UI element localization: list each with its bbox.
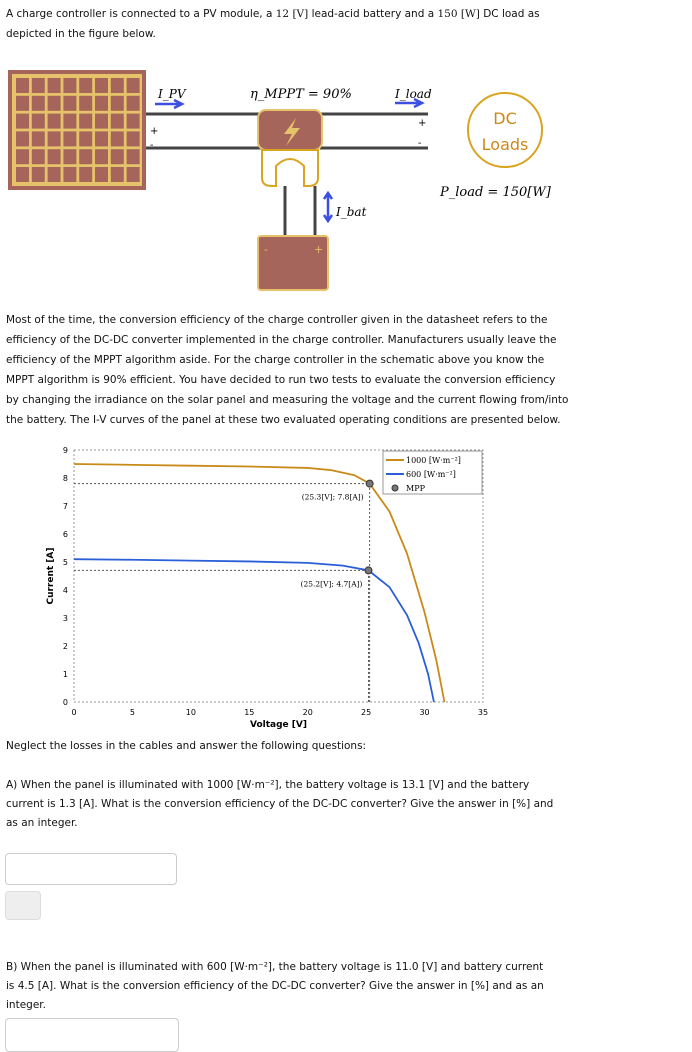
mpp-point	[365, 567, 372, 574]
x-tick-label: 5	[129, 708, 135, 717]
question-b-line: is 4.5 [A]. What is the conversion efficiency of the DC-DC converter? Give the answer in [%] and as an	[6, 980, 544, 992]
solar-panel-icon	[8, 70, 146, 190]
intro-text-1: A charge controller is connected to a PV module, a	[6, 8, 276, 20]
legend-mpp-marker	[392, 485, 398, 491]
mpp-label: (25.3[V]; 7.8[A])	[301, 492, 364, 502]
iload-label: I_load	[395, 87, 432, 101]
paragraph-line: efficiency of the DC-DC converter implemented in the charge controller. Manufacturers usually leave the	[6, 334, 557, 346]
intro-text-2: lead-acid battery and a	[308, 8, 438, 20]
question-b-line: B) When the panel is illuminated with 600 [W·m⁻²], the battery voltage is 11.0 [V] and battery current	[6, 961, 544, 973]
x-tick-label: 35	[477, 708, 489, 717]
legend-label-1: 600 [W·m⁻²]	[406, 470, 456, 479]
question-a	[6, 776, 690, 833]
paragraph-line: efficiency of the MPPT algorithm aside. For the charge controller in the schematic above you know the	[6, 354, 545, 366]
intro-text-3: DC load as	[479, 8, 540, 20]
answer-a-input[interactable]	[5, 853, 177, 885]
y-tick-label: 5	[62, 558, 68, 567]
neglect-text: Neglect the losses in the cables and answer the following questions:	[6, 740, 367, 752]
power-value: 150 [W]	[437, 8, 480, 20]
pv-plus: +	[150, 126, 159, 137]
x-axis-label: Voltage [V]	[250, 720, 307, 730]
question-a-line: current is 1.3 [A]. What is the conversion efficiency of the DC-DC converter? Give the answer in [%] and	[6, 798, 554, 810]
arrow-updown-icon	[324, 193, 332, 221]
load-label-1: DC	[493, 109, 517, 128]
pload-label: P_load = 150[W]	[440, 185, 551, 200]
question-b-line: integer.	[6, 999, 46, 1011]
y-tick-label: 2	[62, 642, 68, 651]
pv-minus: -	[150, 140, 154, 151]
paragraph-line: the battery. The I-V curves of the panel at these two evaluated operating conditions are presented below.	[6, 414, 561, 426]
answer-b-input[interactable]	[5, 1018, 179, 1052]
battery-plus: +	[314, 243, 324, 256]
mpp-point	[366, 480, 373, 487]
paragraph-line: Most of the time, the conversion efficiency of the charge controller given in the datasheet refers to the	[6, 314, 548, 326]
x-tick-label: 30	[419, 708, 430, 717]
y-tick-label: 4	[62, 586, 68, 595]
battery-minus: -	[264, 243, 268, 256]
y-tick-label: 3	[62, 614, 68, 623]
intro-text	[6, 4, 690, 44]
ipv-label: I_PV	[158, 87, 186, 101]
paragraph-line: by changing the irradiance on the solar panel and measuring the voltage and the current flowing from/into	[6, 394, 569, 406]
load-plus: +	[418, 118, 427, 129]
load-label-2: Loads	[481, 135, 529, 154]
eta-label: η_MPPT = 90%	[250, 87, 352, 102]
x-tick-label: 20	[302, 708, 313, 717]
legend-label-mpp: MPP	[406, 484, 425, 493]
y-tick-label: 9	[62, 446, 68, 455]
load-minus: -	[418, 138, 422, 149]
y-tick-label: 1	[62, 670, 68, 679]
question-b	[6, 958, 690, 1015]
intro-text-4: depicted in the figure below.	[6, 28, 156, 40]
voltage-value: 12 [V]	[275, 8, 309, 20]
y-tick-label: 0	[62, 698, 68, 707]
circuit-diagram	[0, 60, 560, 300]
question-a-line: A) When the panel is illuminated with 1000 [W·m⁻²], the battery voltage is 13.1 [V] and the battery	[6, 779, 530, 791]
dc-loads-icon	[468, 93, 542, 167]
battery-icon	[258, 236, 328, 290]
x-tick-label: 25	[361, 708, 372, 717]
iv-curve-chart	[0, 440, 500, 740]
check-button[interactable]	[5, 891, 41, 920]
y-axis-label: Current [A]	[46, 547, 56, 605]
charge-controller-icon	[258, 110, 322, 186]
arrow-right-icon	[155, 100, 182, 108]
x-tick-label: 15	[244, 708, 255, 717]
ibat-label: I_bat	[336, 205, 367, 219]
y-tick-label: 8	[62, 474, 68, 483]
legend-label-0: 1000 [W·m⁻²]	[406, 456, 461, 465]
paragraph-line: MPPT algorithm is 90% efficient. You have decided to run two tests to evaluate the conversion efficiency	[6, 374, 556, 386]
description-paragraph	[6, 310, 690, 430]
y-tick-label: 6	[62, 530, 68, 539]
x-tick-label: 0	[71, 708, 77, 717]
y-tick-label: 7	[62, 502, 68, 511]
mpp-label: (25.2[V]; 4.7[A])	[300, 579, 363, 589]
question-a-line: as an integer.	[6, 817, 78, 829]
x-tick-label: 10	[185, 708, 196, 717]
